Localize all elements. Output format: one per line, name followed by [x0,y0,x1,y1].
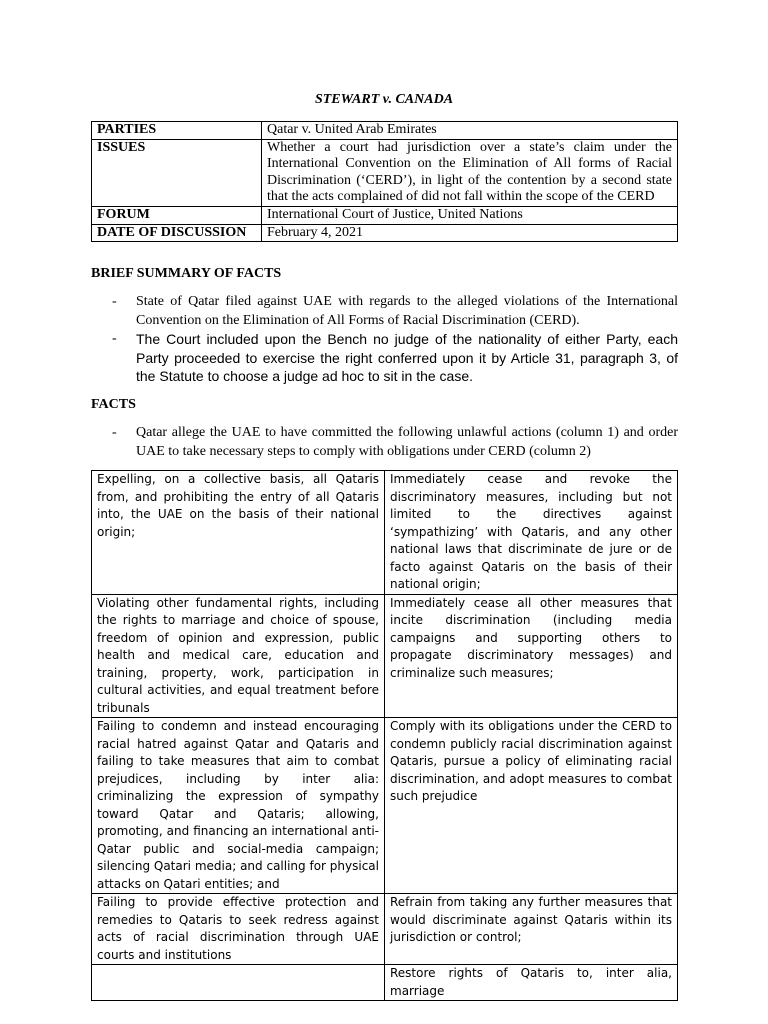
required-remedy-cell: Refrain from taking any further measures that would discriminate against Qataris within its jurisdiction or control; [385,894,678,965]
table-row [92,471,678,595]
required-remedy-cell: Immediately cease and revoke the discriminatory measures, including but not limited to the directives against ‘sympathizing’ with Qataris, and any other national laws that discriminate de jure or de facto against Qataris on the basis of their national origin; [385,471,678,595]
unlawful-action-cell: Failing to condemn and instead encouraging racial hatred against Qatar and Qataris and failing to take measures that aim to combat prejudices, including by inter alia: criminalizing the expression of sympathy toward Qatar and Qataris; allowing, promoting, and financing an international anti-Qatar public and social-media campaign; silencing Qatari media; and calling for physical attacks on Qatari entities; and [92,718,385,894]
summary-item-text: State of Qatar filed against UAE with regards to the alleged violations of the International Convention on the Elimination of All Forms of Racial Discrimination (CERD). [136,294,678,328]
summary-heading: BRIEF SUMMARY OF FACTS [91,266,282,281]
bullet-dash: - [112,331,117,346]
summary-item [112,330,678,386]
summary-list [112,293,678,386]
case-info-table [91,121,678,242]
info-row-issues [92,139,678,206]
parties-value: Qatar v. United Arab Emirates [262,122,678,140]
bullet-dash: - [112,425,117,440]
date-label: DATE OF DISCUSSION [92,224,262,242]
table-row [92,718,678,894]
forum-value: International Court of Justice, United Nations [262,206,678,224]
date-value: February 4, 2021 [262,224,678,242]
required-remedy-cell: Comply with its obligations under the CERD to condemn publicly racial discrimination against Qataris, pursue a policy of eliminating racial discrimination, and adopt measures to combat such prejudice [385,718,678,894]
facts-item [112,424,678,461]
bullet-dash: - [112,294,117,309]
facts-list [112,424,678,461]
unlawful-action-cell: Violating other fundamental rights, including the rights to marriage and choice of spouse, freedom of opinion and expression, public health and medical care, education and training, property, work, participation in cultural activities, and equal treatment before tribunals [92,594,385,718]
table-row [92,965,678,1001]
table-row [92,894,678,965]
table-row [92,594,678,718]
issues-value: Whether a court had jurisdiction over a state’s claim under the International Convention on the Elimination of All forms of Racial Discrimination (‘CERD’), in light of the contention by a second state that the acts complained of did not fall within the scope of the CERD [262,139,678,206]
unlawful-action-cell: Failing to provide effective protection and remedies to Qataris to seek redress against acts of racial discrimination through UAE courts and institutions [92,894,385,965]
required-remedy-cell: Immediately cease all other measures that incite discrimination (including media campaigns and supporting others to propagate discriminatory messages) and criminalize such measures; [385,594,678,718]
info-row-parties [92,122,678,140]
facts-item-text: Qatar allege the UAE to have committed the following unlawful actions (column 1) and order UAE to take necessary steps to comply with obligations under CERD (column 2) [136,425,678,459]
required-remedy-cell: Restore rights of Qataris to, inter alia, marriage [385,965,678,1001]
unlawful-action-cell: Expelling, on a collective basis, all Qataris from, and prohibiting the entry of all Qataris into, the UAE on the basis of their national origin; [92,471,385,595]
info-row-forum [92,206,678,224]
summary-item [112,293,678,330]
parties-label: PARTIES [92,122,262,140]
unlawful-action-cell [92,965,385,1001]
facts-heading: FACTS [91,397,136,412]
document-title: STEWART v. CANADA [314,92,454,107]
forum-label: FORUM [92,206,262,224]
issues-label: ISSUES [92,139,262,206]
summary-item-text: The Court included upon the Bench no judge of the nationality of either Party, each Party proceeded to exercise the right conferred upon it by Article 31, paragraph 3, of the Statute to choose a judge ad hoc to sit in the case. [136,331,678,384]
facts-table [91,470,678,1001]
info-row-date [92,224,678,242]
